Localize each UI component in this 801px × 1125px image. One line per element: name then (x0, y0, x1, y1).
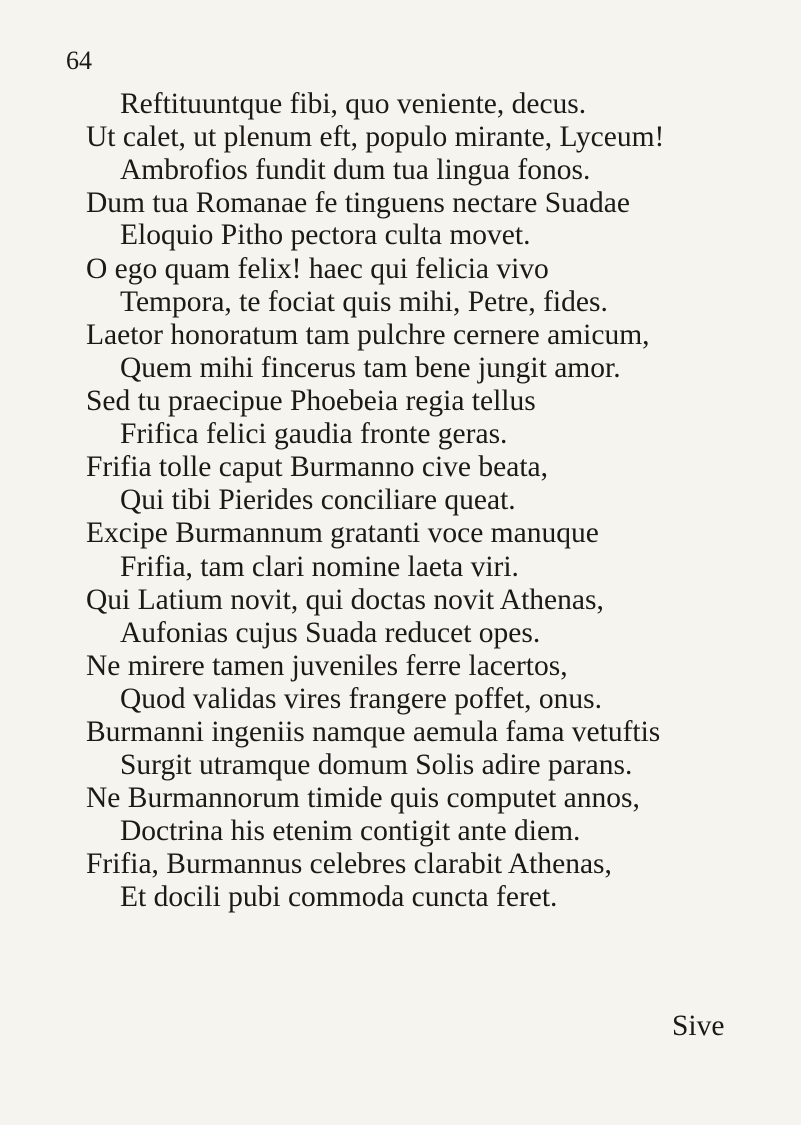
verse-line: Aufonias cujus Suada reducet opes. (120, 617, 541, 649)
verse-line: Burmanni ingeniis namque aemula fama vetuftis (86, 716, 661, 748)
verse-line: Quem mihi fincerus tam bene jungit amor. (120, 352, 621, 384)
verse-line: Tempora, te fociat quis mihi, Petre, fides. (120, 286, 608, 318)
verse-line: Sed tu praecipue Phoebeia regia tellus (86, 385, 536, 417)
verse-line: Doctrina his etenim contigit ante diem. (120, 815, 581, 847)
verse-line: Ut calet, ut plenum eft, populo mirante, Lyceum! (86, 121, 665, 153)
verse-line: Quod validas vires frangere poffet, onus. (120, 683, 602, 715)
verse-line: Surgit utramque domum Solis adire parans. (120, 749, 633, 781)
verse-line: Dum tua Romanae fe tinguens nectare Suadae (86, 187, 630, 219)
verse-line: Ne mirere tamen juveniles ferre lacertos, (86, 650, 568, 682)
verse-line: Frifia, Burmannus celebres clarabit Athenas, (86, 848, 612, 880)
verse-line: Reftituuntque fibi, quo veniente, decus. (120, 88, 587, 120)
verse-line: Qui Latium novit, qui doctas novit Athenas, (86, 584, 604, 616)
verse-line: Frifica felici gaudia fronte geras. (120, 418, 508, 450)
verse-line: Qui tibi Pierides conciliare queat. (120, 484, 516, 516)
verse-line: Eloquio Pitho pectora culta movet. (120, 219, 531, 251)
verse-line: Ambrofios fundit dum tua lingua fonos. (120, 154, 591, 186)
catchword: Sive (672, 1010, 725, 1042)
verse-line: Ne Burmannorum timide quis computet annos, (86, 782, 640, 814)
verse-line: O ego quam felix! haec qui felicia vivo (86, 253, 549, 285)
verse-line: Laetor honoratum tam pulchre cernere amicum, (86, 319, 650, 351)
verse-line: Excipe Burmannum gratanti voce manuque (86, 517, 599, 549)
page-number: 64 (66, 46, 92, 75)
verse-line: Frifia tolle caput Burmanno cive beata, (86, 451, 549, 483)
verse-line: Et docili pubi commoda cuncta feret. (120, 881, 558, 913)
verse-line: Frifia, tam clari nomine laeta viri. (120, 551, 519, 583)
